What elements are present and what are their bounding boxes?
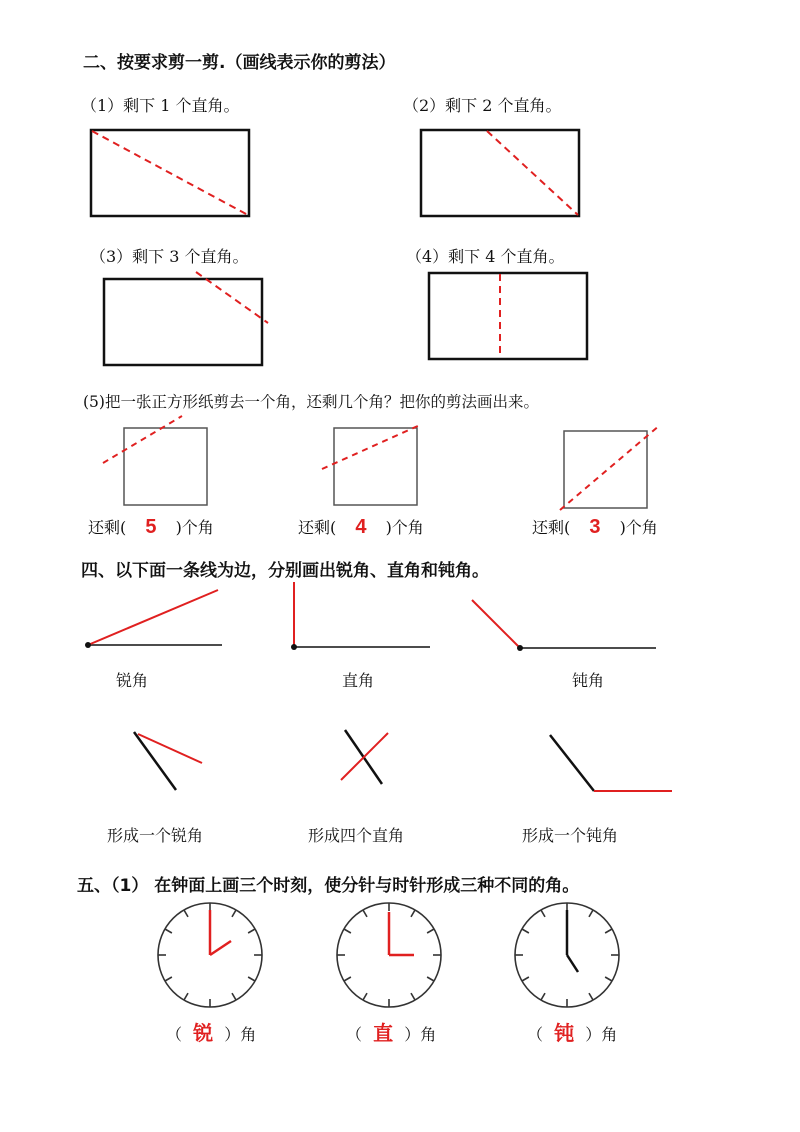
task-3-label: （3）剩下 3 个直角。 [90, 247, 249, 266]
clock-tick [232, 910, 236, 917]
clock-tick [165, 977, 172, 981]
clock-tick [427, 929, 434, 933]
clock-face-obtuse [515, 903, 619, 1007]
clock-tick [541, 910, 545, 917]
answer-value: 5 [145, 516, 157, 538]
task-5-answer-3 [532, 515, 658, 539]
clock-tick [363, 993, 367, 1000]
rect-task-3 [104, 272, 268, 365]
clock-answer-1 [166, 1017, 256, 1046]
rect-task-1 [91, 130, 249, 216]
answer-value: 锐 [193, 1021, 214, 1045]
task-5-answer-2 [298, 515, 424, 539]
obtuse-angle-drawing [472, 600, 656, 651]
task-4-label: （4）剩下 4 个直角。 [406, 247, 565, 266]
answer-close: ）角 [585, 1025, 618, 1044]
section-4-heading: 四、以下面一条线为边，分别画出锐角、直角和钝角。 [81, 561, 489, 581]
clock-tick [232, 993, 236, 1000]
clock-tick [605, 929, 612, 933]
section-5-heading: 五、（1） 在钟面上画三个时刻，使分针与时针形成三种不同的角。 [77, 876, 580, 896]
answer-prefix: 还剩( [88, 518, 127, 537]
answer-prefix: 还剩( [298, 518, 337, 537]
clock-tick [248, 929, 255, 933]
clock-tick [344, 977, 351, 981]
answer-suffix: )个角 [385, 518, 424, 537]
clock-tick [522, 929, 529, 933]
form-obtuse-label: 形成一个钝角 [522, 826, 619, 845]
clock-answer-2 [346, 1017, 436, 1046]
clock-tick [522, 977, 529, 981]
square-cut-2 [322, 425, 420, 505]
answer-suffix: )个角 [619, 518, 658, 537]
right-angle-drawing [291, 582, 430, 650]
task-5-label: (5)把一张正方形纸剪去一个角，还剩几个角？把你的剪法画出来。 [83, 393, 539, 411]
answer-value: 钝 [554, 1021, 575, 1045]
answer-prefix: 还剩( [532, 518, 571, 537]
answer-close: ）角 [404, 1025, 437, 1044]
form-acute-drawing [134, 732, 202, 790]
answer-value: 直 [373, 1021, 394, 1045]
clock-face-acute [158, 903, 262, 1007]
answer-open: （ [166, 1025, 183, 1044]
clock-face-right [337, 903, 441, 1007]
clock-tick [165, 929, 172, 933]
clock-tick [248, 977, 255, 981]
square-cut-1 [103, 416, 207, 505]
clock-tick [344, 929, 351, 933]
clock-tick [541, 993, 545, 1000]
form-obtuse-drawing [550, 735, 672, 791]
answer-value: 4 [355, 516, 367, 538]
right-angle-label: 直角 [342, 671, 375, 690]
task-5-answer-1 [88, 515, 214, 539]
clock-tick [184, 910, 188, 917]
clock-tick [363, 910, 367, 917]
clock-tick [589, 910, 593, 917]
section-2-heading: 二、按要求剪一剪.（画线表示你的剪法） [83, 53, 396, 73]
form-four-right-label: 形成四个直角 [308, 826, 405, 845]
clock-tick [411, 910, 415, 917]
clock-answer-3 [527, 1017, 617, 1046]
acute-angle-label: 锐角 [116, 671, 149, 690]
answer-close: ）角 [224, 1025, 257, 1044]
form-acute-label: 形成一个锐角 [107, 826, 204, 845]
rect-task-4 [429, 273, 587, 359]
rect-task-2 [421, 130, 579, 216]
answer-suffix: )个角 [175, 518, 214, 537]
answer-value: 3 [589, 516, 601, 538]
answer-open: （ [346, 1025, 363, 1044]
acute-angle-drawing [85, 590, 222, 648]
clock-tick [184, 993, 188, 1000]
clock-tick [589, 993, 593, 1000]
clock-tick [605, 977, 612, 981]
form-four-right-drawing [341, 730, 388, 784]
clock-tick [427, 977, 434, 981]
task-1-label: （1）剩下 1 个直角。 [81, 96, 240, 115]
square-cut-3 [560, 425, 660, 510]
clock-tick [411, 993, 415, 1000]
answer-open: （ [527, 1025, 544, 1044]
obtuse-angle-label: 钝角 [572, 671, 605, 690]
task-2-label: （2）剩下 2 个直角。 [403, 96, 562, 115]
